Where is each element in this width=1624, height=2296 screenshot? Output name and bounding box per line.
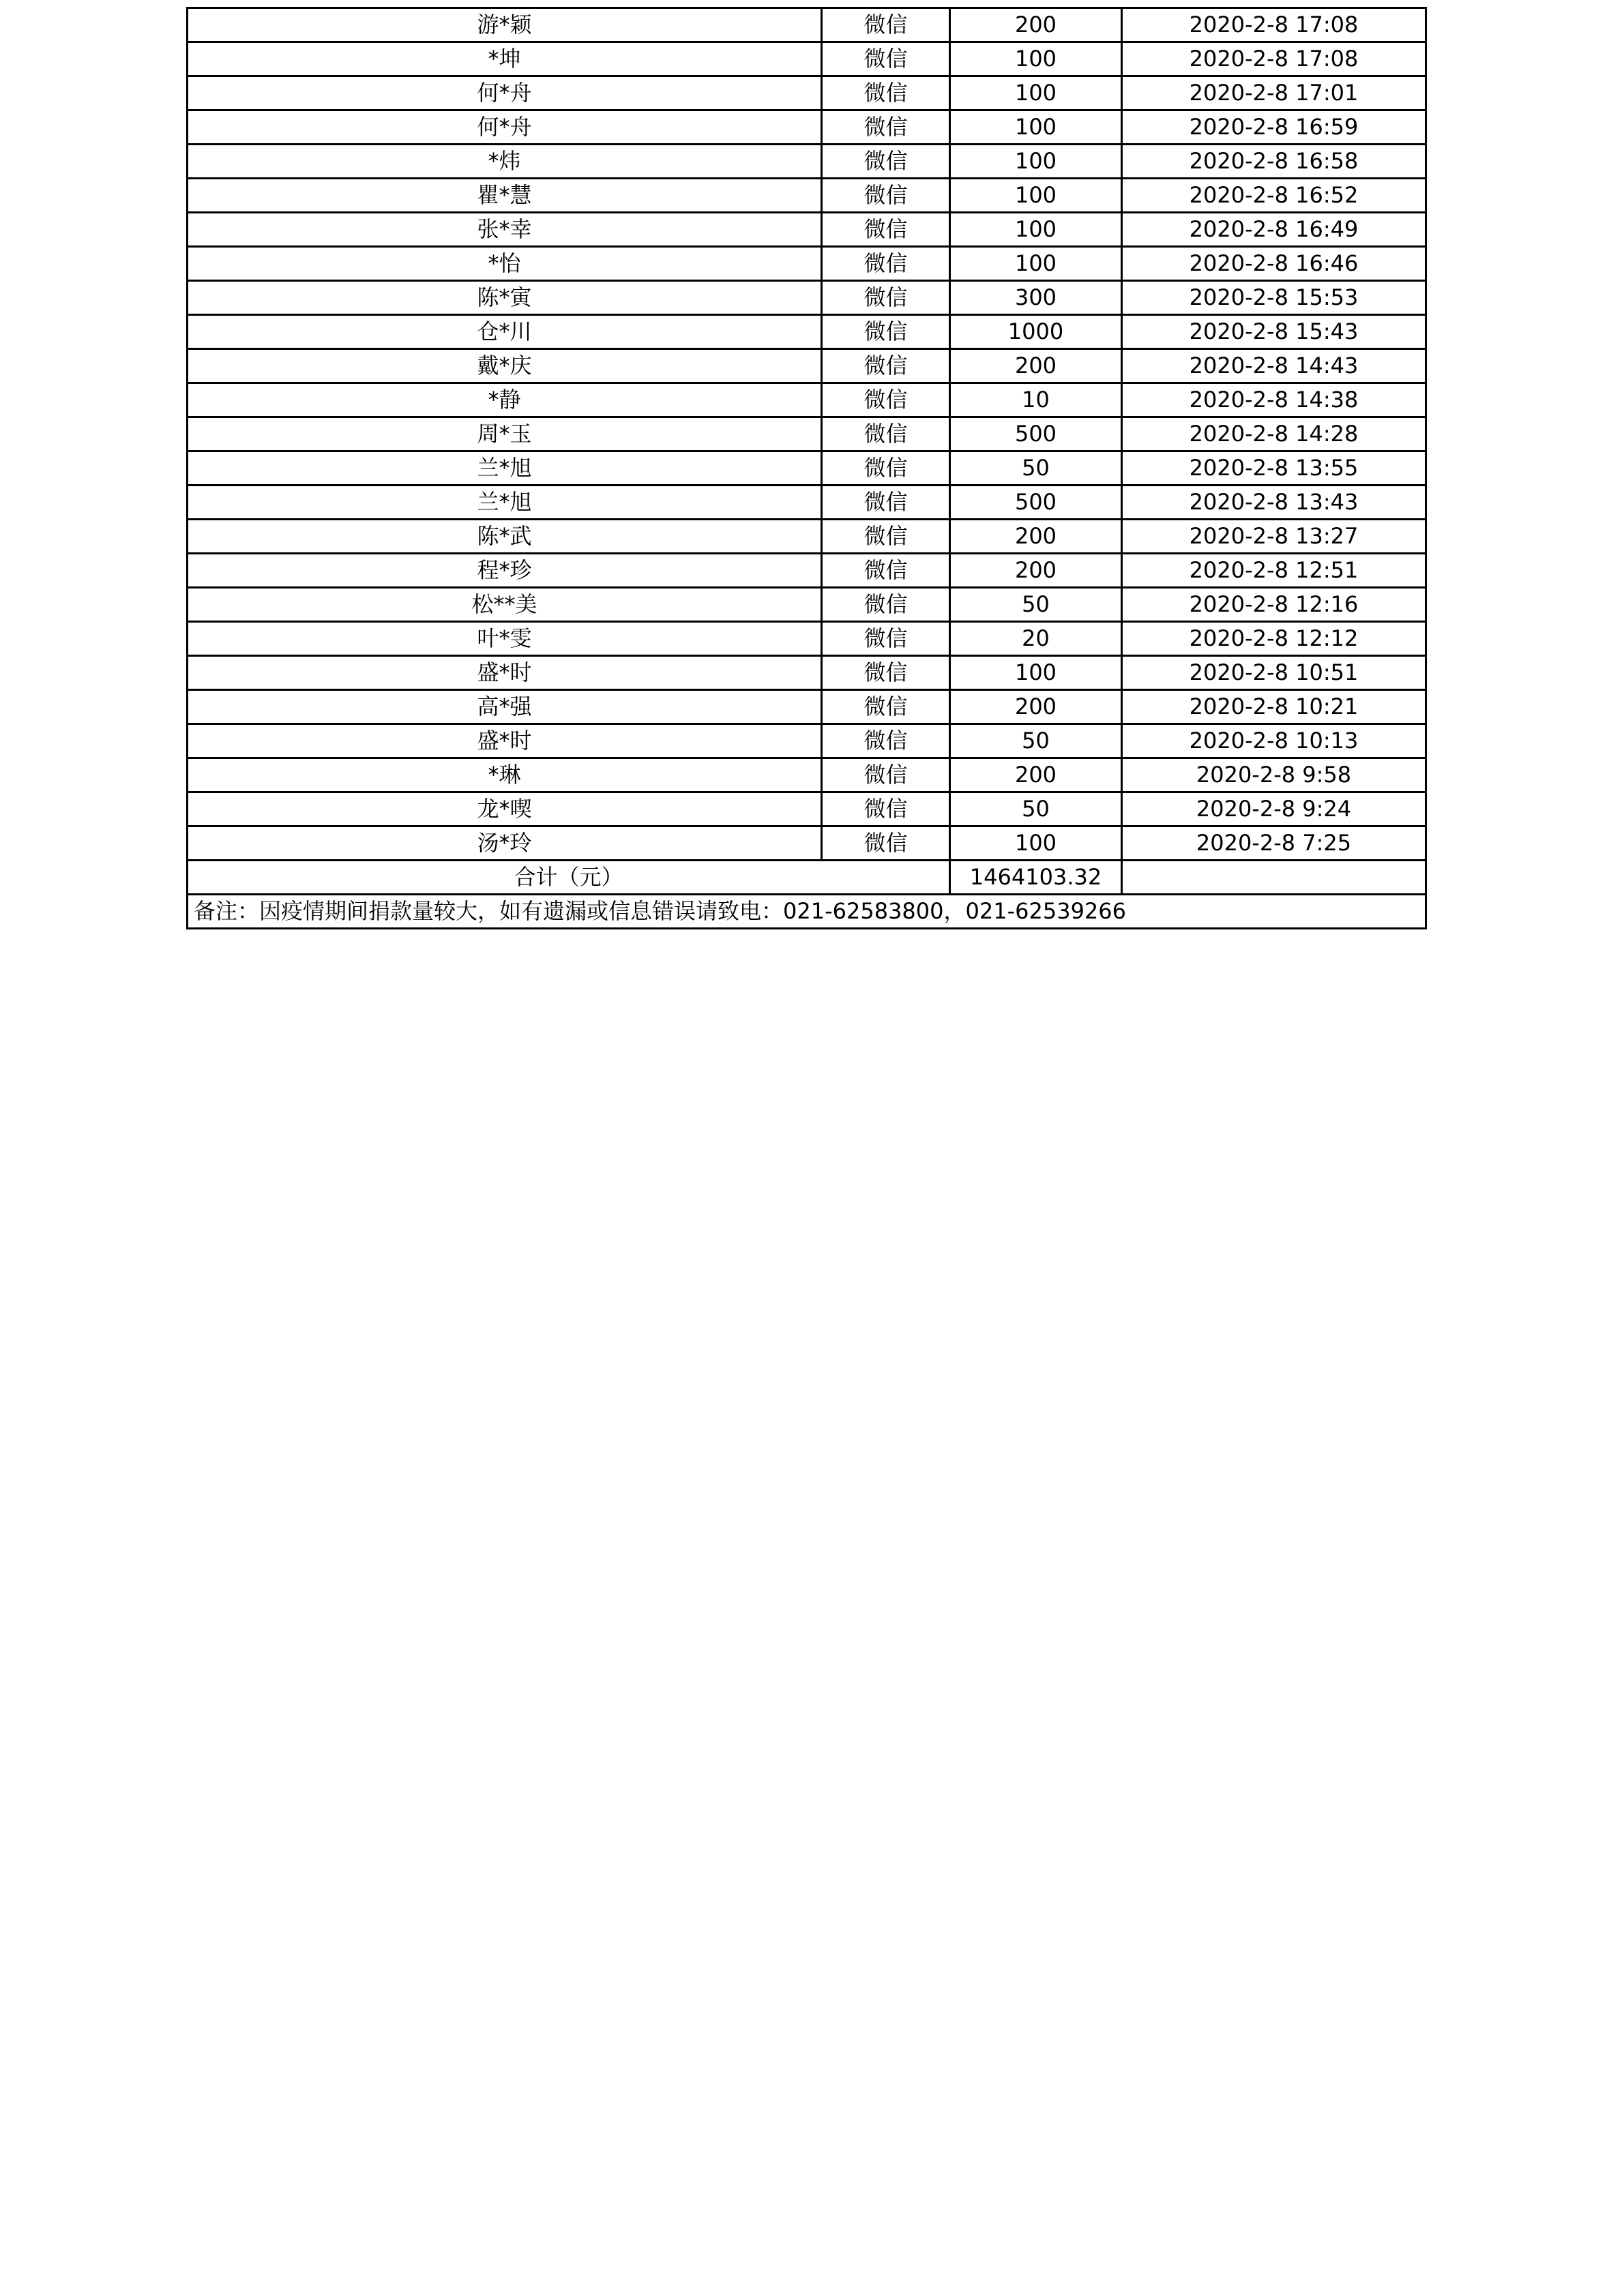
donation-rows bbox=[188, 8, 1426, 861]
time-cell: 2020-2-8 14:43 bbox=[1122, 349, 1426, 383]
channel-cell: 微信 bbox=[822, 315, 950, 349]
amount-cell: 100 bbox=[950, 76, 1122, 110]
amount-cell: 200 bbox=[950, 758, 1122, 792]
amount-cell: 200 bbox=[950, 690, 1122, 724]
amount-cell: 50 bbox=[950, 792, 1122, 826]
table-row bbox=[188, 281, 1426, 315]
donor-name-cell: 汤*玲 bbox=[188, 826, 822, 861]
donor-name-cell: *琳 bbox=[188, 758, 822, 792]
amount-cell: 50 bbox=[950, 588, 1122, 622]
table-row bbox=[188, 520, 1426, 554]
total-label: 合计（元） bbox=[188, 861, 950, 895]
time-cell: 2020-2-8 14:38 bbox=[1122, 383, 1426, 417]
donor-name-cell: 何*舟 bbox=[188, 76, 822, 110]
donor-name-cell: 瞿*慧 bbox=[188, 179, 822, 213]
channel-cell: 微信 bbox=[822, 247, 950, 281]
channel-cell: 微信 bbox=[822, 8, 950, 42]
amount-cell: 100 bbox=[950, 42, 1122, 76]
channel-cell: 微信 bbox=[822, 656, 950, 690]
table-row bbox=[188, 213, 1426, 247]
table-row bbox=[188, 145, 1426, 179]
table-row bbox=[188, 42, 1426, 76]
channel-cell: 微信 bbox=[822, 76, 950, 110]
amount-cell: 100 bbox=[950, 826, 1122, 861]
table-row bbox=[188, 554, 1426, 588]
channel-cell: 微信 bbox=[822, 554, 950, 588]
table-row bbox=[188, 110, 1426, 145]
amount-cell: 100 bbox=[950, 110, 1122, 145]
table-row bbox=[188, 486, 1426, 520]
donor-name-cell: *炜 bbox=[188, 145, 822, 179]
time-cell: 2020-2-8 10:13 bbox=[1122, 724, 1426, 758]
donor-name-cell: 游*颖 bbox=[188, 8, 822, 42]
amount-cell: 10 bbox=[950, 383, 1122, 417]
total-empty-cell bbox=[1122, 861, 1426, 895]
time-cell: 2020-2-8 16:58 bbox=[1122, 145, 1426, 179]
channel-cell: 微信 bbox=[822, 349, 950, 383]
amount-cell: 100 bbox=[950, 213, 1122, 247]
time-cell: 2020-2-8 17:08 bbox=[1122, 42, 1426, 76]
amount-cell: 200 bbox=[950, 8, 1122, 42]
donor-name-cell: 程*珍 bbox=[188, 554, 822, 588]
table-row bbox=[188, 383, 1426, 417]
channel-cell: 微信 bbox=[822, 145, 950, 179]
donor-name-cell: 周*玉 bbox=[188, 417, 822, 451]
channel-cell: 微信 bbox=[822, 417, 950, 451]
table-row bbox=[188, 622, 1426, 656]
donor-name-cell: 兰*旭 bbox=[188, 486, 822, 520]
table-row bbox=[188, 179, 1426, 213]
time-cell: 2020-2-8 12:51 bbox=[1122, 554, 1426, 588]
channel-cell: 微信 bbox=[822, 792, 950, 826]
time-cell: 2020-2-8 13:27 bbox=[1122, 520, 1426, 554]
channel-cell: 微信 bbox=[822, 588, 950, 622]
donor-name-cell: 陈*寅 bbox=[188, 281, 822, 315]
time-cell: 2020-2-8 13:43 bbox=[1122, 486, 1426, 520]
channel-cell: 微信 bbox=[822, 383, 950, 417]
channel-cell: 微信 bbox=[822, 110, 950, 145]
note-text: 备注：因疫情期间捐款量较大，如有遗漏或信息错误请致电：021-62583800，021-62539266 bbox=[188, 895, 1426, 929]
donor-name-cell: 戴*庆 bbox=[188, 349, 822, 383]
donor-name-cell: 陈*武 bbox=[188, 520, 822, 554]
time-cell: 2020-2-8 9:24 bbox=[1122, 792, 1426, 826]
table-row bbox=[188, 690, 1426, 724]
table-row bbox=[188, 76, 1426, 110]
channel-cell: 微信 bbox=[822, 758, 950, 792]
donor-name-cell: *坤 bbox=[188, 42, 822, 76]
donor-name-cell: *怡 bbox=[188, 247, 822, 281]
channel-cell: 微信 bbox=[822, 826, 950, 861]
time-cell: 2020-2-8 10:21 bbox=[1122, 690, 1426, 724]
table-row bbox=[188, 826, 1426, 861]
time-cell: 2020-2-8 15:43 bbox=[1122, 315, 1426, 349]
amount-cell: 200 bbox=[950, 349, 1122, 383]
channel-cell: 微信 bbox=[822, 486, 950, 520]
table-row bbox=[188, 8, 1426, 42]
time-cell: 2020-2-8 16:49 bbox=[1122, 213, 1426, 247]
donor-name-cell: 仓*川 bbox=[188, 315, 822, 349]
amount-cell: 200 bbox=[950, 520, 1122, 554]
donor-name-cell: 龙*喫 bbox=[188, 792, 822, 826]
total-amount: 1464103.32 bbox=[950, 861, 1122, 895]
channel-cell: 微信 bbox=[822, 690, 950, 724]
donation-table bbox=[186, 7, 1427, 929]
donor-name-cell: 何*舟 bbox=[188, 110, 822, 145]
donor-name-cell: 盛*时 bbox=[188, 724, 822, 758]
note-row bbox=[188, 895, 1426, 929]
table-row bbox=[188, 758, 1426, 792]
amount-cell: 300 bbox=[950, 281, 1122, 315]
table-row bbox=[188, 315, 1426, 349]
amount-cell: 100 bbox=[950, 145, 1122, 179]
table-row bbox=[188, 724, 1426, 758]
channel-cell: 微信 bbox=[822, 179, 950, 213]
channel-cell: 微信 bbox=[822, 42, 950, 76]
time-cell: 2020-2-8 16:52 bbox=[1122, 179, 1426, 213]
channel-cell: 微信 bbox=[822, 622, 950, 656]
time-cell: 2020-2-8 13:55 bbox=[1122, 451, 1426, 486]
table-row bbox=[188, 588, 1426, 622]
time-cell: 2020-2-8 9:58 bbox=[1122, 758, 1426, 792]
time-cell: 2020-2-8 17:01 bbox=[1122, 76, 1426, 110]
donor-name-cell: 高*强 bbox=[188, 690, 822, 724]
time-cell: 2020-2-8 17:08 bbox=[1122, 8, 1426, 42]
summary-section bbox=[188, 861, 1426, 929]
time-cell: 2020-2-8 12:16 bbox=[1122, 588, 1426, 622]
amount-cell: 50 bbox=[950, 724, 1122, 758]
time-cell: 2020-2-8 14:28 bbox=[1122, 417, 1426, 451]
channel-cell: 微信 bbox=[822, 281, 950, 315]
time-cell: 2020-2-8 16:46 bbox=[1122, 247, 1426, 281]
donor-name-cell: 张*幸 bbox=[188, 213, 822, 247]
amount-cell: 50 bbox=[950, 451, 1122, 486]
amount-cell: 500 bbox=[950, 417, 1122, 451]
donor-name-cell: *静 bbox=[188, 383, 822, 417]
table-row bbox=[188, 792, 1426, 826]
table-row bbox=[188, 417, 1426, 451]
table-row bbox=[188, 656, 1426, 690]
amount-cell: 100 bbox=[950, 179, 1122, 213]
channel-cell: 微信 bbox=[822, 451, 950, 486]
channel-cell: 微信 bbox=[822, 520, 950, 554]
donor-name-cell: 兰*旭 bbox=[188, 451, 822, 486]
donor-name-cell: 松**美 bbox=[188, 588, 822, 622]
amount-cell: 100 bbox=[950, 247, 1122, 281]
table-row bbox=[188, 247, 1426, 281]
channel-cell: 微信 bbox=[822, 724, 950, 758]
amount-cell: 200 bbox=[950, 554, 1122, 588]
total-row bbox=[188, 861, 1426, 895]
channel-cell: 微信 bbox=[822, 213, 950, 247]
amount-cell: 100 bbox=[950, 656, 1122, 690]
table-row bbox=[188, 451, 1426, 486]
donor-name-cell: 叶*雯 bbox=[188, 622, 822, 656]
time-cell: 2020-2-8 7:25 bbox=[1122, 826, 1426, 861]
amount-cell: 1000 bbox=[950, 315, 1122, 349]
table-row bbox=[188, 349, 1426, 383]
donor-name-cell: 盛*时 bbox=[188, 656, 822, 690]
amount-cell: 500 bbox=[950, 486, 1122, 520]
time-cell: 2020-2-8 12:12 bbox=[1122, 622, 1426, 656]
time-cell: 2020-2-8 10:51 bbox=[1122, 656, 1426, 690]
time-cell: 2020-2-8 16:59 bbox=[1122, 110, 1426, 145]
amount-cell: 20 bbox=[950, 622, 1122, 656]
time-cell: 2020-2-8 15:53 bbox=[1122, 281, 1426, 315]
